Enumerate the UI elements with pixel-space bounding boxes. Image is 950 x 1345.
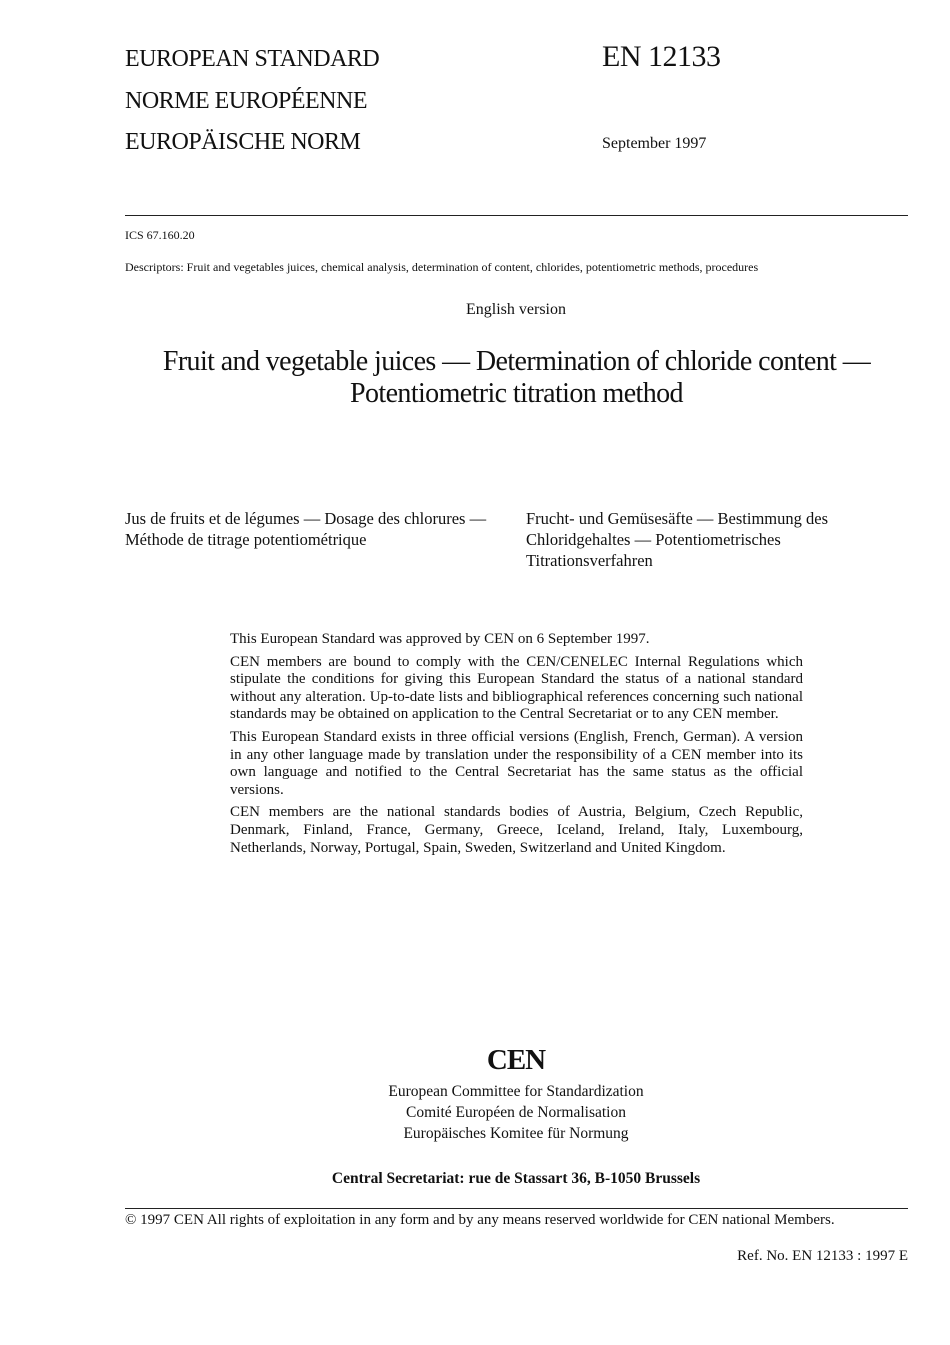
copyright-notice: © 1997 CEN All rights of exploitation in any form and by any means reserved worldwide for CEN national Members. [125,1212,835,1228]
standard-name-german: EUROPÄISCHE NORM [125,129,361,155]
cen-name-english: European Committee for Standardization [388,1083,644,1100]
standard-name-english: EUROPEAN STANDARD [125,46,380,72]
members-paragraph: CEN members are the national standards bodies of Austria, Belgium, Czech Republic, Denmark, Finland, France, Germany, Greece, Iceland, Ireland, Italy, Luxembourg, Netherlands, Norway, Portugal, Spain, Sweden, Switzerland and United Kingdom. [230,804,803,856]
approval-notice [230,631,803,862]
top-divider [125,215,908,216]
bottom-divider [125,1208,908,1209]
german-title: Frucht- und Gemüsesäfte — Bestimmung des Chloridgehaltes — Potentiometrisches Titrationsverfahren [526,509,828,570]
versions-paragraph: This European Standard exists in three official versions (English, French, German). A version in any other language made by translation under the responsibility of a CEN member into its own language and notified to the Central Secretariat has the same status as the official versions. [230,728,803,798]
cen-name-french: Comité Européen de Normalisation [406,1104,626,1121]
standard-number: EN 12133 [602,40,721,73]
language-version: English version [466,301,566,318]
publication-date: September 1997 [602,135,707,152]
central-secretariat-address: Central Secretariat: rue de Stassart 36, B-1050 Brussels [331,1170,701,1187]
french-title: Jus de fruits et de légumes — Dosage des chlorures — Méthode de titrage potentiométrique [125,509,487,549]
standard-name-french: NORME EUROPÉENNE [125,88,367,114]
ics-code: ICS 67.160.20 [125,228,195,242]
compliance-paragraph: CEN members are bound to comply with the CEN/CENELEC Internal Regulations which stipulate the conditions for giving this European Standard the status of a national standard without any alteration. Up-to-date lists and bibliographical references concerning such national standards may be obtained on application to the Central Secretariat or to any CEN member. [230,653,803,723]
cen-logo: CEN [486,1044,546,1076]
reference-number: Ref. No. EN 12133 : 1997 E [737,1248,908,1264]
approval-paragraph: This European Standard was approved by CEN on 6 September 1997. [230,631,650,647]
document-title: Fruit and vegetable juices — Determination of chloride content — Potentiometric titration method [162,346,871,409]
descriptors: Descriptors: Fruit and vegetables juices, chemical analysis, determination of content, chlorides, potentiometric methods, procedures [125,260,759,274]
cen-name-german: Europäisches Komitee für Normung [403,1125,629,1142]
